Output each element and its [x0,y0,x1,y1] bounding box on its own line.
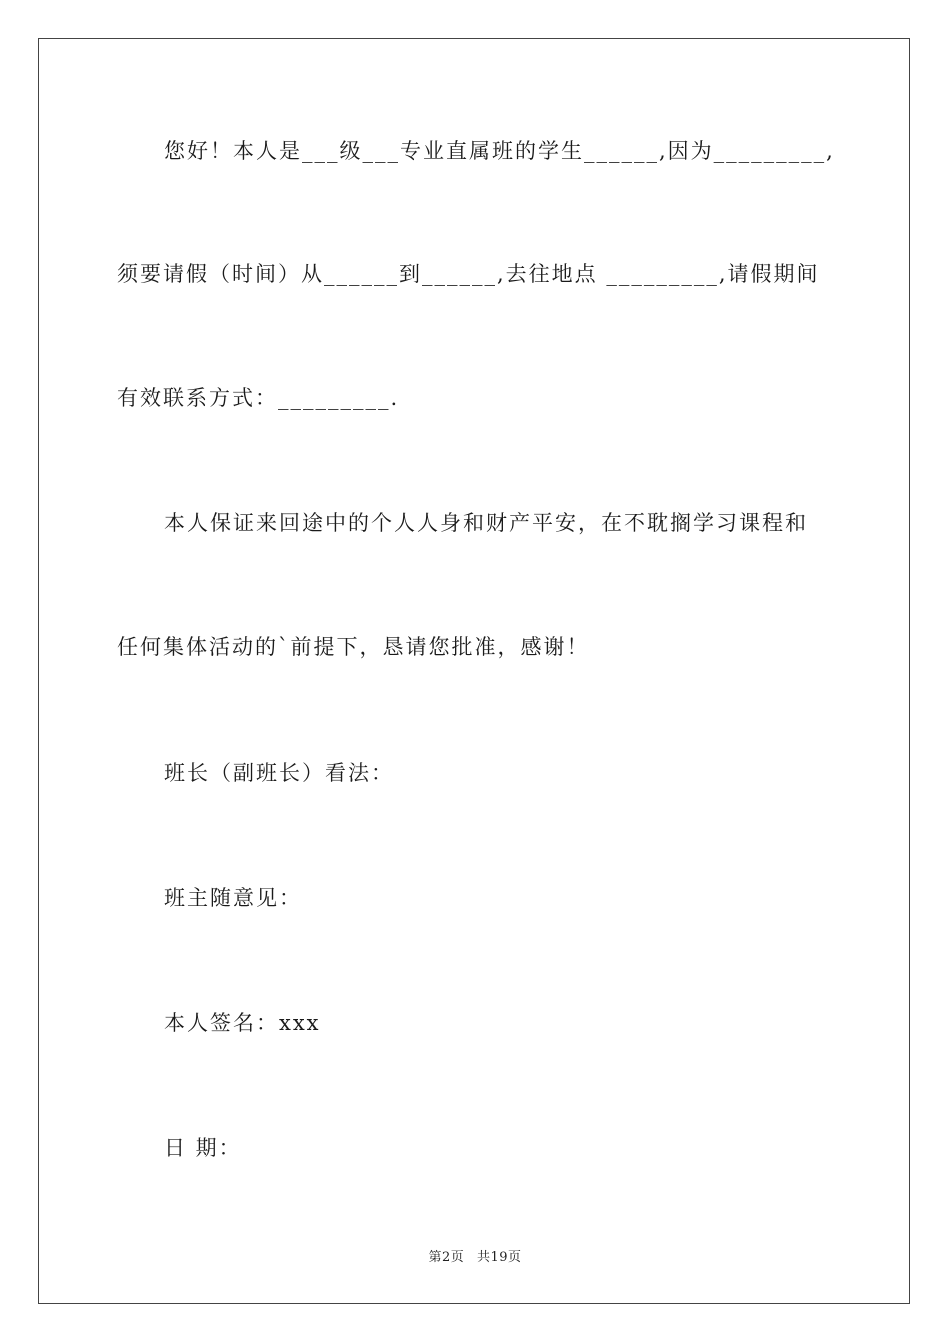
paragraph-leave-time: 须要请假（时间）从______到______,去往地点 _________,请假期间 [117,262,820,286]
teacher-opinion-label: 班主随意见： [164,886,302,910]
monitor-opinion-label: 班长（副班长）看法： [164,761,394,785]
page-border [38,38,910,1304]
date-label: 日 期： [164,1136,242,1160]
paragraph-request: 任何集体活动的`前提下，恳请您批准，感谢！ [117,635,590,659]
signature-label: 本人签名：xxx [164,1011,321,1035]
page-total: 共19页 [476,1250,522,1265]
page-number: 第2页 [428,1250,465,1265]
paragraph-guarantee: 本人保证来回途中的个人人身和财产平安，在不耽搁学习课程和 [164,511,808,535]
paragraph-greeting: 您好！本人是___级___专业直属班的学生______,因为_________, [164,139,835,163]
paragraph-contact: 有效联系方式：_________. [117,386,400,410]
page-footer [0,1246,950,1265]
